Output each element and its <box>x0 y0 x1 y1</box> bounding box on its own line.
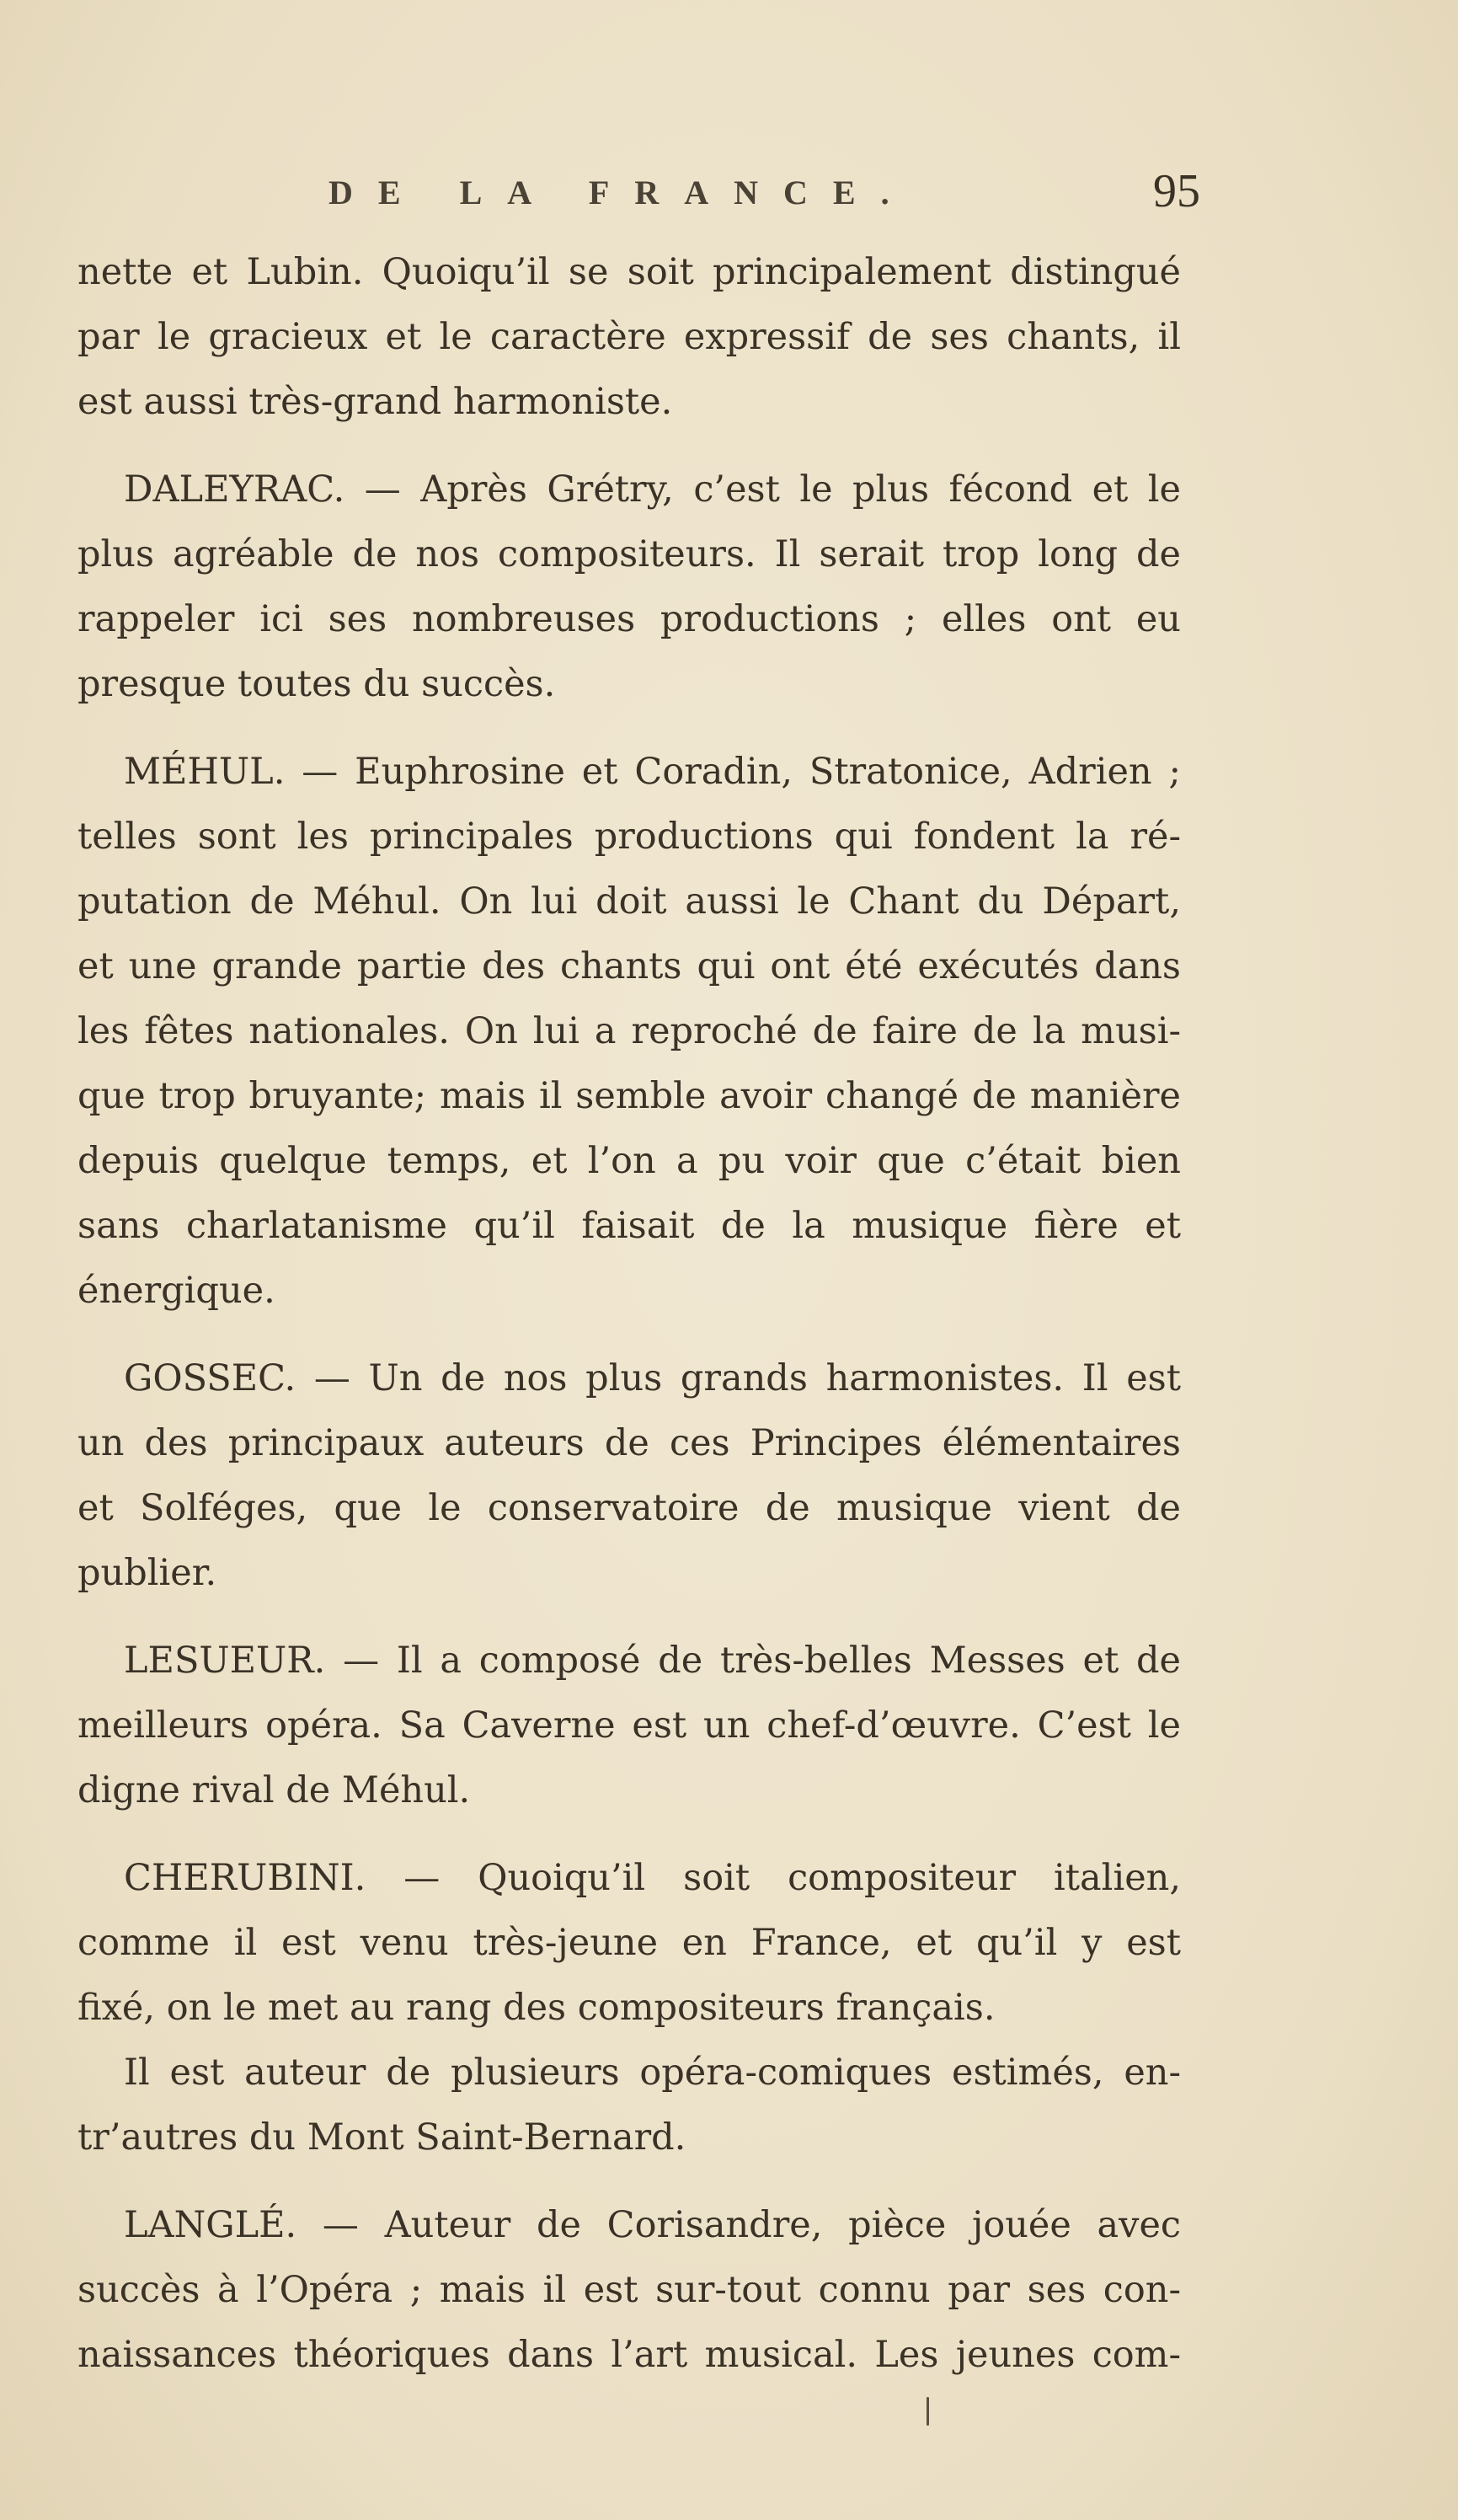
text-line: comme il est venu très-jeune en France, et qu’il y est <box>77 1922 1181 1964</box>
text-line: presque toutes du succès. <box>77 663 556 705</box>
text-line: fixé, on le met au rang des compositeurs français. <box>77 1987 996 2029</box>
text-line: putation de Méhul. On lui doit aussi le Chant du Départ, <box>77 880 1181 923</box>
text-line: meilleurs opéra. Sa Caverne est un chef-d’œuvre. C’est le <box>77 1704 1181 1747</box>
text-line: et une grande partie des chants qui ont été exécutés dans <box>77 945 1181 987</box>
body-text <box>77 240 1181 2388</box>
text-line: sans charlatanisme qu’il faisait de la musique fière et <box>77 1205 1181 1247</box>
running-head: DE LA FRANCE. <box>328 174 915 211</box>
text-line: GOSSEC. — Un de nos plus grands harmonistes. Il est <box>124 1357 1181 1399</box>
page-number: 95 <box>1153 165 1200 217</box>
text-line: LANGLÉ. — Auteur de Corisandre, pièce jouée avec <box>124 2204 1181 2246</box>
text-line: succès à l’Opéra ; mais il est sur-tout connu par ses con- <box>77 2269 1181 2311</box>
text-line: CHERUBINI. — Quoiqu’il soit compositeur italien, <box>124 1857 1181 1899</box>
ink-mark <box>927 2397 929 2426</box>
text-line: depuis quelque temps, et l’on a pu voir que c’était bien <box>77 1140 1181 1182</box>
text-line: les fêtes nationales. On lui a reproché de faire de la musi- <box>77 1010 1181 1052</box>
text-line: MÉHUL. — Euphrosine et Coradin, Stratonice, Adrien ; <box>124 751 1181 793</box>
text-line: nette et Lubin. Quoiqu’il se soit principalement distingué <box>77 251 1181 293</box>
text-line: tr’autres du Mont Saint-Bernard. <box>77 2116 686 2159</box>
text-line: et Solféges, que le conservatoire de musique vient de <box>77 1487 1181 1529</box>
text-line: naissances théoriques dans l’art musical. Les jeunes com- <box>77 2334 1181 2376</box>
page-header <box>76 164 1200 223</box>
text-line: un des principaux auteurs de ces Principes élémentaires <box>77 1422 1181 1464</box>
text-line: DALEYRAC. — Après Grétry, c’est le plus fécond et le <box>124 468 1181 511</box>
text-line: est aussi très-grand harmoniste. <box>77 381 673 423</box>
text-line: publier. <box>77 1552 217 1594</box>
text-line: énergique. <box>77 1270 275 1312</box>
text-line: digne rival de Méhul. <box>77 1769 471 1811</box>
text-line: LESUEUR. — Il a composé de très-belles Messes et de <box>124 1640 1181 1682</box>
text-line: telles sont les principales productions qui fondent la ré- <box>77 816 1181 858</box>
text-line: par le gracieux et le caractère expressif de ses chants, il <box>77 316 1181 358</box>
text-line: que trop bruyante; mais il semble avoir changé de manière <box>77 1075 1181 1117</box>
text-line: Il est auteur de plusieurs opéra-comiques estimés, en- <box>124 2052 1181 2094</box>
text-line: rappeler ici ses nombreuses productions ; elles ont eu <box>77 598 1181 640</box>
text-line: plus agréable de nos compositeurs. Il serait trop long de <box>77 533 1181 575</box>
